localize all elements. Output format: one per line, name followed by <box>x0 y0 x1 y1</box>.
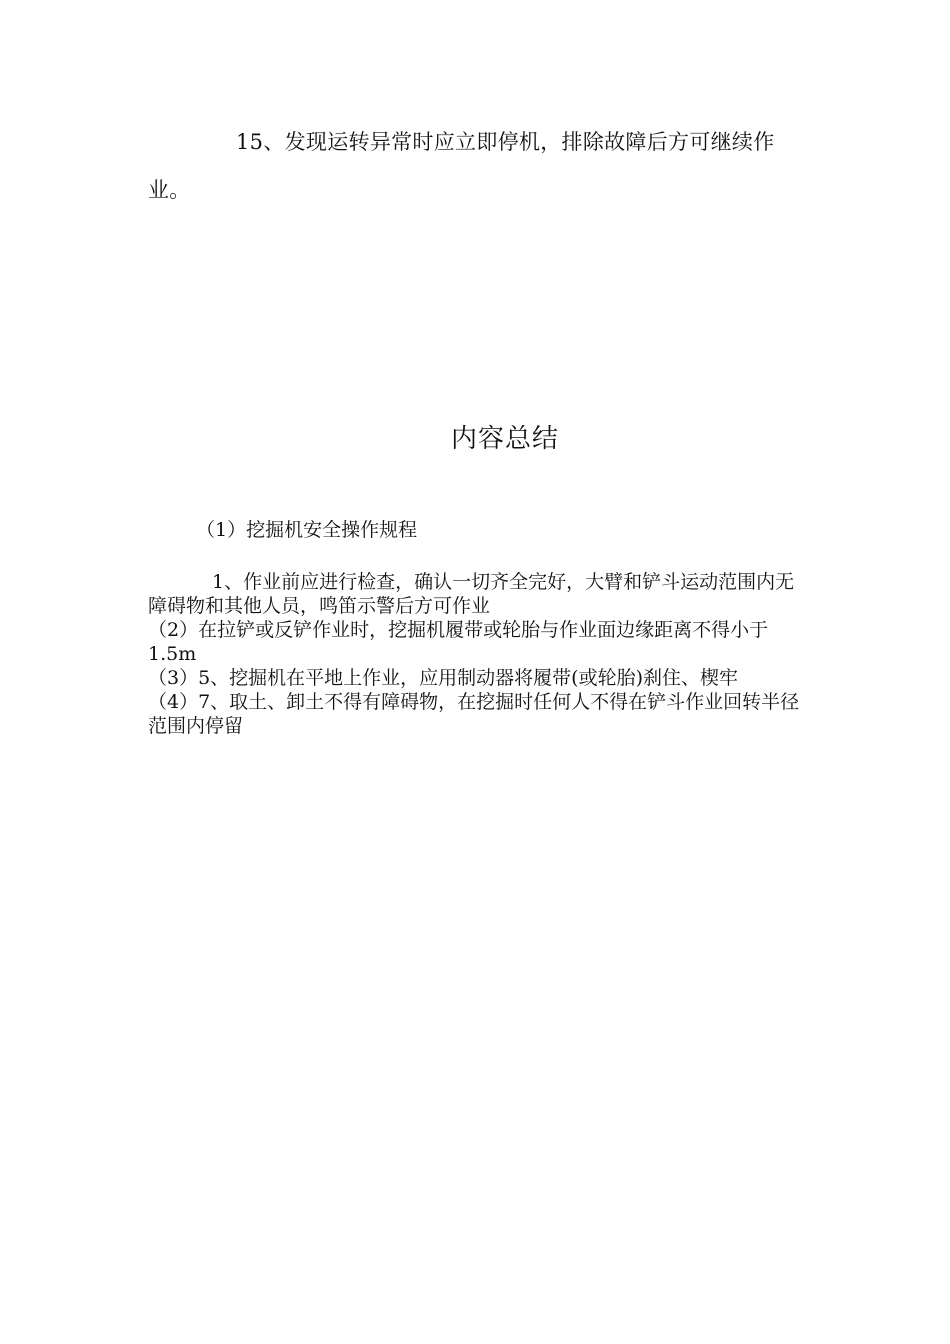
summary-item: （3）5、挖掘机在平地上作业，应用制动器将履带(或轮胎)刹住、楔牢 <box>148 667 739 689</box>
summary-block <box>148 518 808 738</box>
summary-heading: （1）挖掘机安全操作规程 <box>196 519 418 541</box>
section-title: 内容总结 <box>450 424 559 454</box>
summary-item: （4）7、取土、卸土不得有障碍物，在挖掘时任何人不得在铲斗作业回转半径范围内停留 <box>148 691 800 737</box>
summary-item: （2）在拉铲或反铲作业时，挖掘机履带或轮胎与作业面边缘距离不得小于1.5m <box>148 619 769 665</box>
summary-item: 1、作业前应进行检查，确认一切齐全完好，大臂和铲斗运动范围内无障碍物和其他人员，鸣笛示警后方可作业 <box>148 571 795 617</box>
continuation-paragraph: 15、发现运转异常时应立即停机，排除故障后方可继续作业。 <box>148 130 775 202</box>
